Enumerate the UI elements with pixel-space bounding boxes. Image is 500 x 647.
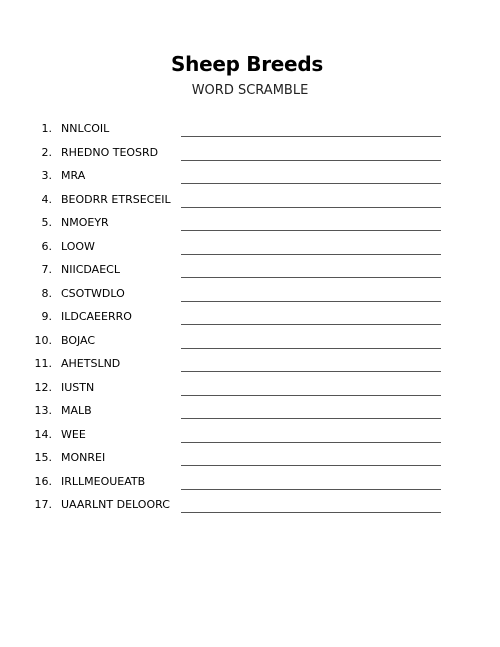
scramble-item [0,190,500,214]
scrambled-word: MONREI [61,451,106,464]
item-number: 13. [34,404,52,417]
item-number: 1. [41,122,52,135]
scrambled-word: CSOTWDLO [61,286,125,300]
item-number: 7. [41,263,52,276]
scrambled-word: MRA [61,169,86,182]
answer-line[interactable] [181,489,441,490]
scrambled-word: WEE [61,427,86,441]
scrambled-word: ILDCAEERRO [61,310,132,323]
answer-line[interactable] [181,395,441,396]
item-number: 6. [41,239,52,253]
answer-line[interactable] [181,254,441,255]
scramble-item [0,284,500,308]
scrambled-word: RHEDNO TEOSRD [61,145,159,159]
answer-line[interactable] [181,160,441,161]
item-number: 12. [34,380,52,394]
scrambled-word: UAARLNT DELOORC [61,498,170,511]
scrambled-word: AHETSLND [61,357,121,370]
scrambled-word: NNLCOIL [61,122,110,135]
item-number: 16. [34,474,52,488]
answer-line[interactable] [181,301,441,302]
answer-line[interactable] [181,442,441,443]
scrambled-word: NIICDAECL [61,263,120,276]
scrambled-word: BOJAC [61,333,96,347]
item-number: 3. [41,169,52,182]
scrambled-word: MALB [61,404,92,417]
scrambled-word: IUSTN [61,380,95,394]
scrambled-word: NMOEYR [61,216,109,229]
scrambled-word: LOOW [61,239,95,253]
scramble-list [0,119,500,519]
item-number: 8. [41,286,52,300]
item-number: 4. [41,192,52,206]
answer-line[interactable] [181,512,441,513]
item-number: 14. [34,427,52,441]
answer-line[interactable] [181,207,441,208]
answer-line[interactable] [181,183,441,184]
scramble-item [0,495,500,519]
scramble-item [0,237,500,261]
item-number: 2. [41,145,52,159]
answer-line[interactable] [181,136,441,137]
worksheet-subtitle: WORD SCRAMBLE [191,83,309,98]
scramble-item [0,472,500,496]
scramble-item [0,143,500,167]
item-number: 10. [34,333,52,347]
answer-line[interactable] [181,324,441,325]
answer-line[interactable] [181,418,441,419]
scramble-item [0,166,500,190]
scramble-item [0,260,500,284]
scramble-item [0,213,500,237]
scramble-item [0,448,500,472]
scrambled-word: BEODRR ETRSECEIL [61,192,171,206]
scramble-item [0,354,500,378]
scramble-item [0,425,500,449]
answer-line[interactable] [181,348,441,349]
scramble-item [0,119,500,143]
item-number: 5. [41,216,52,229]
scramble-item [0,378,500,402]
scramble-item [0,401,500,425]
scramble-item [0,307,500,331]
answer-line[interactable] [181,230,441,231]
scrambled-word: IRLLMEOUEATB [61,474,146,488]
answer-line[interactable] [181,277,441,278]
item-number: 11. [34,357,52,370]
answer-line[interactable] [181,465,441,466]
scramble-item [0,331,500,355]
worksheet-title: Sheep Breeds [171,52,323,76]
item-number: 15. [34,451,52,464]
answer-line[interactable] [181,371,441,372]
item-number: 17. [34,498,52,511]
item-number: 9. [41,310,52,323]
